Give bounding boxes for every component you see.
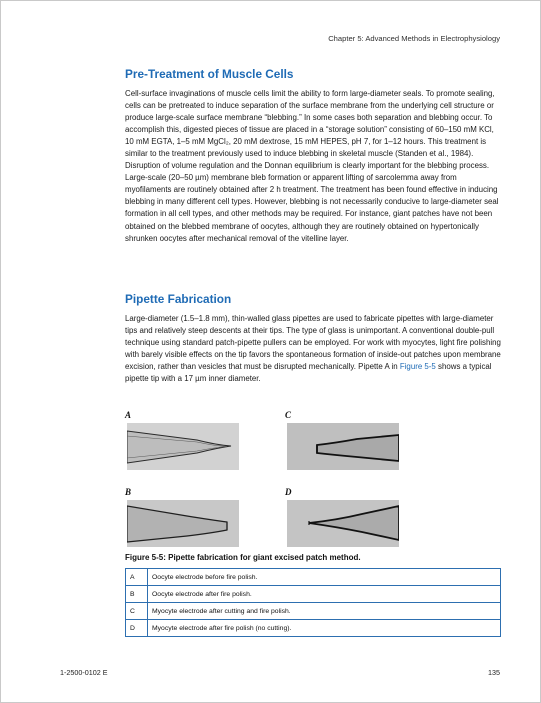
panel-label-b: B [125, 487, 132, 497]
running-header: Chapter 5: Advanced Methods in Electrophysiology [328, 34, 500, 43]
table-row [126, 569, 501, 586]
legend-text: Oocyte electrode before fire polish. [148, 569, 501, 586]
page-number: 135 [488, 668, 500, 677]
pipette-photo-c [287, 423, 399, 470]
figure-5-5 [125, 411, 501, 547]
section-heading-pipette-fabrication: Pipette Fabrication [125, 292, 232, 306]
legend-text: Myocyte electrode after fire polish (no cutting). [148, 620, 501, 637]
pipette-photo-b [127, 500, 239, 547]
panel-label-d: D [285, 487, 292, 497]
legend-key: B [126, 586, 148, 603]
paragraph-text-after-link: shows a typical pipette tip with a 17 µm inner diameter. [125, 362, 492, 384]
table-row [126, 586, 501, 603]
legend-key: D [126, 620, 148, 637]
legend-text: Oocyte electrode after fire polish. [148, 586, 501, 603]
table-row [126, 620, 501, 637]
paragraph-pretreatment: Cell-surface invaginations of muscle cells limit the ability to form large-diameter seals. To promote sealing, cells can be pretreated to induce separation of the surface membrane from the underlying cell structure or produce large-scale surface membrane “blebbing.” In some cases both separation and blebbing occur. To accomplish this, digested pieces of tissue are placed in a “storage solution” consisting of 60–150 mM KCl, 10 mM EGTA, 1–5 mM MgCl₂, 20 mM dextrose, 15 mM HEPES, pH 7, for 1–12 hours. This treatment is similar to the treatment previously used to induce blebbing in skeletal muscle (Standen et al., 1984). Disruption of volume regulation and the Donnan equilibrium is clearly important for the blebbing process. Large-scale (20–50 µm) membrane bleb formation or apparent lifting of sarcolemma away from myofilaments are routinely obtained after 2 h treatment. The treatment has been found effective in inducing blebbing in many different cell types. However, blebbing is not necessarily conducive to large-diameter seal formation in all cell types, and other methods may be required. For instance, giant patches have not been obtained on the blebbed membrane of oocytes, although they are routinely obtained on hypertonically shrunken oocytes after mechanical removal of the vitelline layer. [125, 89, 499, 243]
legend-text: Myocyte electrode after cutting and fire polish. [148, 603, 501, 620]
pipette-photo-d [287, 500, 399, 547]
figure-caption: Figure 5-5: Pipette fabrication for giant excised patch method. [125, 553, 361, 562]
legend-key: C [126, 603, 148, 620]
paragraph-text-before-link: Large-diameter (1.5–1.8 mm), thin-walled glass pipettes are used to fabricate pipettes with large-diameter tips and relatively steep descents at their tips. The type of glass is unimportant. A conventional double-pull technique using standard patch-pipette pullers can be employed. For work with myocytes, light fire polishing with barely visible effects on the tip favors the spontaneous formation of inside-out patches upon membrane excision, rather than vesicles that must be disrupted mechanically. Pipette A in [125, 314, 501, 372]
table-row [126, 603, 501, 620]
figure-legend-table [125, 568, 501, 637]
paragraph-pipette-fabrication [125, 313, 501, 385]
section-heading-pretreatment: Pre-Treatment of Muscle Cells [125, 67, 294, 81]
pipette-photo-a [127, 423, 239, 470]
figure-5-5-link[interactable]: Figure 5-5 [399, 362, 436, 372]
panel-label-a: A [125, 410, 132, 420]
panel-label-c: C [285, 410, 292, 420]
document-number: 1-2500-0102 E [60, 668, 108, 677]
legend-key: A [126, 569, 148, 586]
